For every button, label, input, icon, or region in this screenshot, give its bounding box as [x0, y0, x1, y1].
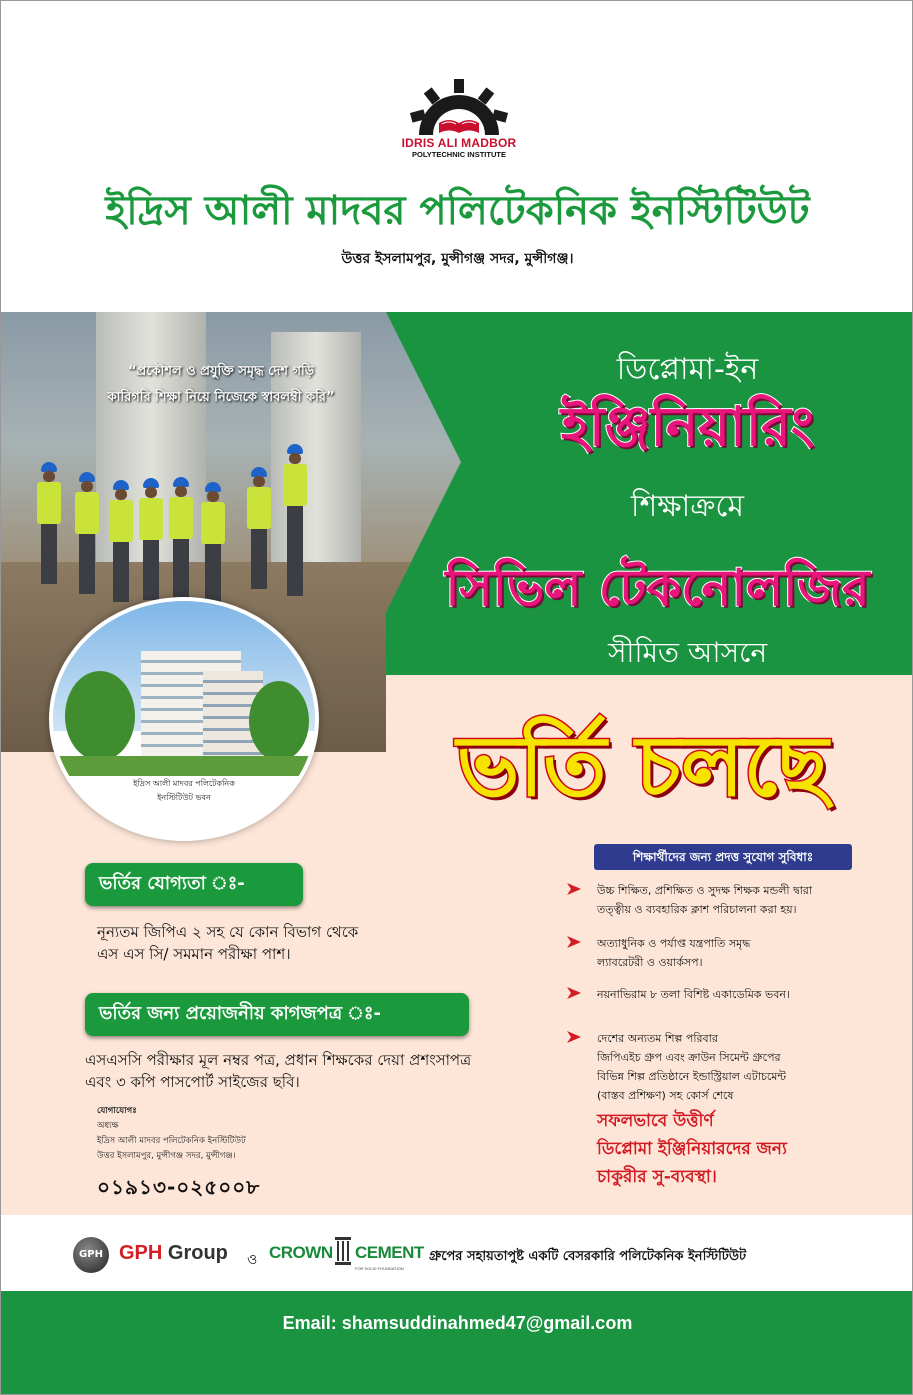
- sponsor-text: গ্রুপের সহায়তাপুষ্ট একটি বেসরকারি পলিটেকনিক ইনস্টিটিউট: [429, 1249, 747, 1264]
- benefit-text: উচ্চ শিক্ষিত, প্রশিক্ষিত ও সুদক্ষ শিক্ষক মন্ডলী দ্বারা তত্ত্বীয় ও ব্যবহারিক ক্লাশ পরিচালনা করা হয়।: [597, 884, 813, 916]
- benefit-text: নয়নাভিরাম ৮ তলা বিশিষ্ট একাডেমিক ভবন।: [597, 988, 790, 1001]
- red-arrow-icon: [567, 883, 581, 895]
- contact-role: অধ্যক্ষ: [97, 1121, 119, 1131]
- and-text: ও: [247, 1252, 258, 1268]
- motto-quote: [71, 359, 371, 411]
- eligibility-text: [97, 921, 427, 965]
- benefits-heading: শিক্ষার্থীদের জন্য প্রদত্ত সুযোগ সুবিধাঃ: [594, 844, 852, 870]
- civil-technology-headline: সিভিল টেকনোলজির: [445, 559, 870, 617]
- institute-name: ইদ্রিস আলী মাদবর পলিটেকনিক ইনস্টিটিউট: [105, 188, 810, 234]
- footer-email[interactable]: Email: shamsuddinahmed47@gmail.com: [282, 1313, 633, 1333]
- job-placement-text: [597, 1107, 787, 1191]
- limited-seats-text: সীমিত আসনে: [607, 636, 768, 669]
- building-caption-line-2: ইনস্টিটিউট ভবন: [157, 793, 211, 802]
- logo-text: [397, 136, 521, 159]
- crown-tagline: FOR SOLID FOUNDATION: [355, 1266, 404, 1271]
- success-line-2: ডিপ্লোমা ইঞ্জিনিয়ারদের জন্য: [597, 1139, 787, 1159]
- success-line-3: চাকুরীর সু-ব্যবস্থা।: [597, 1167, 717, 1187]
- crown-pillar-icon: [335, 1237, 351, 1265]
- contact-phone[interactable]: ০১৯১৩-০২৫০০৮: [97, 1175, 261, 1199]
- documents-heading: ভর্তির জন্য প্রয়োজনীয় কাগজপত্র ঃ-: [85, 993, 469, 1036]
- crown-word: CROWN: [269, 1243, 333, 1262]
- documents-text: [85, 1049, 545, 1093]
- logo-name: IDRIS ALI MADBOR: [401, 136, 517, 150]
- crown-cement-logo: [269, 1231, 424, 1275]
- contact-institute: ইদ্রিস আলী মাদবর পলিটেকনিক ইনস্টিটিউট: [97, 1136, 246, 1146]
- contact-label: যোগাযোগঃ: [97, 1106, 137, 1116]
- admission-ongoing-headline: ভর্তি চলছে: [456, 717, 829, 815]
- gph-name: GPH: [119, 1242, 163, 1264]
- red-arrow-icon: [567, 1031, 581, 1043]
- book-icon: [439, 120, 479, 133]
- eligibility-line-2: এস এস সি/ সমমান পরীক্ষা পাশ।: [97, 945, 291, 963]
- cement-word: CEMENT: [355, 1243, 424, 1262]
- curriculum-text: শিক্ষাক্রমে: [630, 489, 745, 524]
- footer-band: [1, 1291, 913, 1395]
- institute-address: উত্তর ইসলামপুর, মুন্সীগঞ্জ সদর, মুন্সীগঞ্জ।: [341, 251, 574, 267]
- motto-line-1: “প্রকৌশল ও প্রযুক্তি সমৃদ্ধ দেশ গড়ি: [127, 364, 315, 379]
- success-line-1: সফলভাবে উত্তীর্ণ: [597, 1111, 714, 1131]
- logo-subtitle: POLYTECHNIC INSTITUTE: [412, 150, 506, 159]
- gph-group-name: [119, 1242, 228, 1265]
- documents-line-1: এসএসসি পরীক্ষার মূল নম্বর পত্র, প্রধান শিক্ষকের দেয়া প্রশংসাপত্র: [85, 1051, 472, 1069]
- gph-logo-icon: GPH: [73, 1237, 109, 1273]
- diploma-in-text: ডিপ্লোমা-ইন: [616, 352, 759, 387]
- documents-line-2: এবং ৩ কপি পাসপোর্ট সাইজের ছবি।: [85, 1073, 300, 1091]
- red-arrow-icon: [567, 987, 581, 999]
- contact-address: উত্তর ইসলামপুর, মুন্সীগঞ্জ সদর, মুন্সীগঞ্জ।: [97, 1151, 236, 1161]
- contact-block: [97, 1104, 246, 1164]
- benefit-text: দেশের অন্যতম শিল্প পরিবার জিপিএইচ গ্রুপ এবং ক্রাউন সিমেন্ট গ্রুপের বিভিন্ন শিল্প প্রতিষ্ঠানে ইন্ডাস্ট্রিয়াল এটাচমেন্ট (বাস্তব প্রশিক্ষণ) সহ কোর্স শেষে: [597, 1032, 787, 1102]
- eligibility-line-1: নূন্যতম জিপিএ ২ সহ যে কোন বিভাগ থেকে: [97, 923, 359, 941]
- building-photo: [49, 597, 319, 841]
- building-caption-line-1: ইদ্রিস আলী মাদবর পলিটেকনিক: [133, 779, 235, 788]
- eligibility-heading: ভর্তির যোগ্যতা ঃ-: [85, 863, 303, 906]
- gph-group-word: Group: [167, 1242, 228, 1264]
- benefit-text: অত্যাধুনিক ও পর্যাপ্ত যন্ত্রপাতি সমৃদ্ধ ল্যাবরেটরী ও ওয়ার্কসপ।: [597, 937, 751, 969]
- red-arrow-icon: [567, 936, 581, 948]
- engineering-headline: ইঞ্জিনিয়ারিং: [560, 395, 815, 458]
- building-caption: [53, 777, 315, 805]
- motto-line-2: কারিগরি শিক্ষা নিয়ে নিজেকে স্বাবলম্বী করি”: [107, 390, 335, 405]
